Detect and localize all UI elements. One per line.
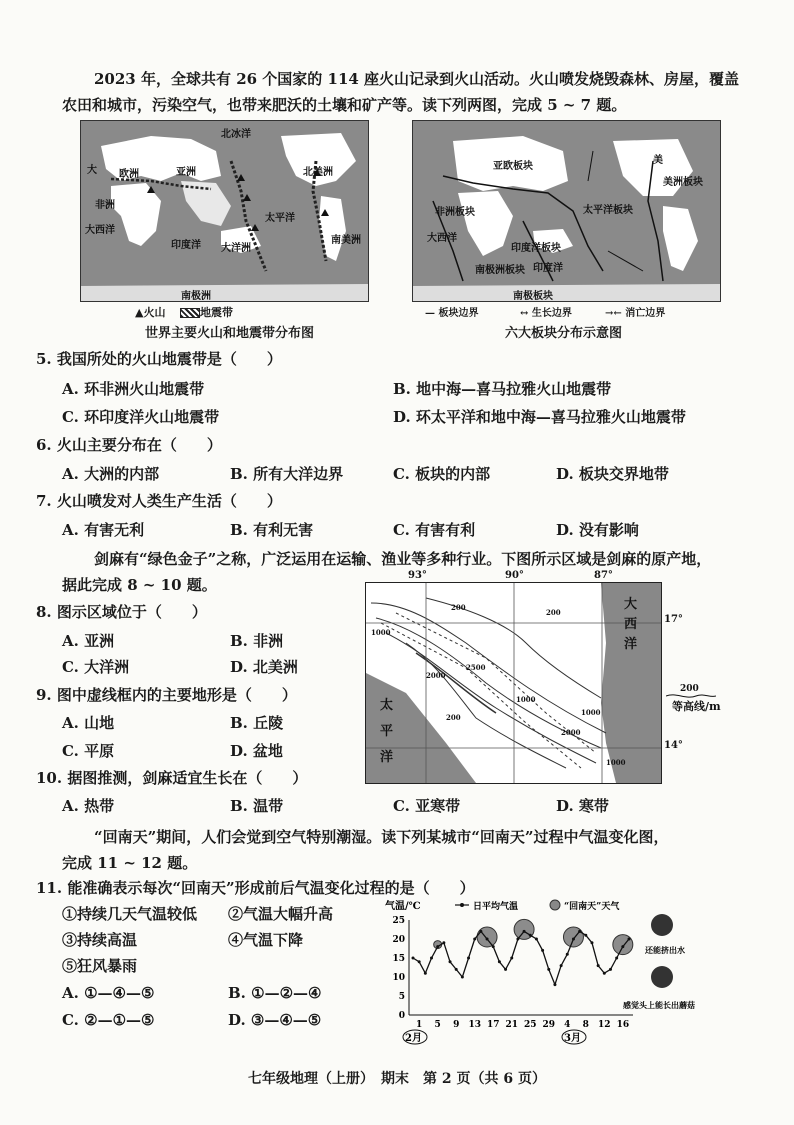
map2-legend-boundary: — 板块边界	[425, 308, 479, 319]
x-tick-label: 17	[486, 1020, 500, 1030]
q11-item-2: ②气温大幅升高	[228, 905, 334, 923]
temperature-point	[473, 938, 476, 941]
y-tick-label: 15	[392, 954, 405, 964]
map1-label: 大	[87, 165, 97, 176]
chart-ylabel: 气温/℃	[385, 901, 421, 912]
map1-legend-quake-text: 地震带	[200, 306, 233, 319]
map2-label: 美洲板块	[663, 177, 703, 188]
q9-option-d[interactable]: D. 盆地	[230, 742, 283, 760]
world-volcano-map-svg	[81, 121, 368, 301]
map3-legend-value: 200	[680, 684, 699, 694]
month-label-mar: 3月	[564, 1033, 581, 1044]
map1-label: 南美洲	[331, 235, 361, 246]
x-tick-label: 29	[542, 1020, 556, 1030]
q6-option-a[interactable]: A. 大洲的内部	[62, 465, 160, 483]
page-footer: 七年级地理（上册） 期末 第 2 页（共 6 页）	[248, 1071, 546, 1087]
q8-option-d[interactable]: D. 北美洲	[230, 658, 298, 676]
temperature-point	[412, 957, 415, 960]
contour-label: 200	[451, 603, 466, 612]
question-8: 8. 图示区域位于（ ）	[36, 603, 207, 621]
map1-label: 大西洋	[85, 225, 115, 236]
q9-option-c[interactable]: C. 平原	[62, 742, 115, 760]
annotation-1: 还能挤出水	[645, 945, 685, 955]
q11-item-5: ⑤狂风暴雨	[62, 957, 138, 975]
q6-option-c[interactable]: C. 板块的内部	[393, 465, 491, 483]
lat-17: 17°	[664, 614, 683, 625]
q8-option-c[interactable]: C. 大洋洲	[62, 658, 130, 676]
contour-label: 1000	[516, 695, 536, 704]
q10-option-d[interactable]: D. 寒带	[556, 797, 609, 815]
lon-90: 90°	[505, 570, 524, 581]
lon-93: 93°	[408, 570, 427, 581]
world-volcano-map	[80, 120, 369, 302]
temperature-point	[603, 972, 606, 975]
x-tick-label: 16	[616, 1020, 630, 1030]
temperature-point	[578, 930, 581, 933]
temperature-point	[455, 968, 458, 971]
map1-label: 南极洲	[181, 291, 211, 302]
map2-label: 印度洋	[533, 263, 563, 274]
map1-label: 北冰洋	[221, 129, 251, 140]
temperature-point	[535, 938, 538, 941]
temperature-point	[479, 930, 482, 933]
temperature-point	[553, 983, 556, 986]
intro-paragraph-1: 2023 年，全球共有 26 个国家的 114 座火山记录到火山活动。火山喷发烧毁森林、房屋，覆盖农田和城市，污染空气，也带来肥沃的土壤和矿产等。读下列两图，完成 5 ~ 7 题。	[62, 70, 740, 114]
map1-label: 北美洲	[303, 167, 333, 178]
plates-map	[412, 120, 721, 302]
q10-option-c[interactable]: C. 亚寒带	[393, 797, 461, 815]
contour-label: 200	[546, 608, 561, 617]
q10-option-a[interactable]: A. 热带	[62, 797, 115, 815]
temperature-point	[541, 949, 544, 952]
map1-caption: 世界主要火山和地震带分布图	[145, 326, 315, 341]
temperature-point	[430, 957, 433, 960]
q11-item-1: ①持续几天气温较低	[62, 905, 198, 923]
y-tick-label: 20	[392, 935, 405, 945]
contour-label: 2000	[561, 728, 581, 737]
q5-option-c[interactable]: C. 环印度洋火山地震带	[62, 408, 220, 426]
temperature-point	[504, 968, 507, 971]
contour-label: 2500	[466, 663, 486, 672]
temperature-point	[486, 938, 489, 941]
q8-option-b[interactable]: B. 非洲	[230, 632, 284, 650]
temperature-point	[523, 930, 526, 933]
intro-paragraph-3-end: 完成 11 ~ 12 题。	[62, 854, 198, 872]
question-9: 9. 图中虚线框内的主要地形是（ ）	[36, 686, 297, 704]
y-tick-label: 5	[398, 992, 405, 1002]
temperature-point	[492, 945, 495, 948]
y-tick-label: 0	[398, 1011, 405, 1021]
temperature-point	[498, 960, 501, 963]
temperature-point	[560, 964, 563, 967]
y-tick-label: 25	[392, 916, 405, 926]
contour-label: 1000	[581, 708, 601, 717]
temperature-point	[467, 957, 470, 960]
temperature-point	[566, 953, 569, 956]
q11-item-4: ④气温下降	[228, 931, 304, 949]
q11-item-3: ③持续高温	[62, 931, 138, 949]
contour-label: 1000	[371, 628, 391, 637]
intro-paragraph-3: “回南天”期间，人们会觉到空气特别潮湿。读下列某城市“回南天”过程中气温变化图，	[94, 828, 669, 846]
lat-14: 14°	[664, 740, 683, 751]
x-tick-label: 12	[598, 1020, 611, 1030]
map1-label: 大洋洲	[221, 243, 251, 254]
map1-label: 亚洲	[176, 167, 196, 178]
map2-legend-grow: ↔ 生长边界	[520, 308, 572, 319]
map2-label: 非洲板块	[435, 207, 475, 218]
temperature-point	[424, 972, 427, 975]
map1-label: 欧洲	[119, 169, 139, 180]
temperature-point	[597, 964, 600, 967]
atlantic-label: 大 西 洋	[624, 597, 638, 652]
temperature-point	[442, 941, 445, 944]
map2-label: 美	[653, 155, 663, 166]
q11-option-d[interactable]: D. ③—④—⑤	[228, 1011, 322, 1029]
temperature-point	[609, 968, 612, 971]
question-7: 7. 火山喷发对人类生产生活（ ）	[36, 492, 282, 510]
question-10: 10. 据图推测，剑麻适宜生长在（ ）	[36, 769, 308, 787]
q6-option-d[interactable]: D. 板块交界地带	[556, 465, 669, 483]
temperature-point	[436, 945, 439, 948]
x-tick-label: 9	[453, 1020, 460, 1030]
q5-option-b[interactable]: B. 地中海—喜马拉雅火山地震带	[393, 380, 612, 398]
sisal-origin-map-svg	[366, 583, 661, 783]
temperature-point	[449, 960, 452, 963]
chart-legend-humid: “回南天”天气	[564, 902, 620, 912]
question-11: 11. 能准确表示每次“回南天”形成前后气温变化过程的是（ ）	[36, 879, 475, 897]
contour-label: 2000	[426, 671, 446, 680]
temperature-point	[584, 934, 587, 937]
q5-option-d[interactable]: D. 环太平洋和地中海—喜马拉雅火山地震带	[393, 408, 686, 426]
x-tick-label: 13	[468, 1020, 481, 1030]
map2-legend-die: →← 消亡边界	[605, 308, 666, 319]
chart-legend-temp: 日平均气温	[473, 902, 519, 912]
temperature-point	[615, 957, 618, 960]
q7-option-c[interactable]: C. 有害有利	[393, 521, 476, 539]
map1-legend-volcano: ▲火山	[135, 306, 166, 319]
q6-option-b[interactable]: B. 所有大洋边界	[230, 465, 344, 483]
question-5: 5. 我国所处的火山地震带是（ ）	[36, 350, 282, 368]
map1-legend-quake	[180, 304, 233, 320]
x-tick-label: 1	[416, 1020, 423, 1030]
mushroom-face-icon-2	[651, 966, 673, 988]
month-label-feb: 2月	[405, 1033, 422, 1044]
contour-label: 1000	[606, 758, 626, 767]
mushroom-face-icon-1	[651, 914, 673, 936]
x-tick-label: 8	[582, 1020, 589, 1030]
sisal-origin-map	[365, 582, 662, 784]
q11-option-b[interactable]: B. ①—②—④	[228, 984, 322, 1002]
map2-label: 大西洋	[427, 233, 457, 244]
humid-day-marker	[563, 927, 583, 947]
q11-option-c[interactable]: C. ②—①—⑤	[62, 1011, 155, 1029]
map1-label: 太平洋	[265, 213, 295, 224]
pacific-label: 太 平 洋	[380, 698, 394, 765]
map2-label: 太平洋板块	[583, 205, 633, 216]
q8-option-a[interactable]: A. 亚洲	[62, 632, 115, 650]
x-tick-label: 25	[523, 1020, 537, 1030]
map1-label: 印度洋	[171, 240, 201, 251]
temperature-point	[510, 957, 513, 960]
temperature-point	[590, 941, 593, 944]
temperature-point	[547, 968, 550, 971]
intro-paragraph-2: 剑麻有“绿色金子”之称，广泛运用在运输、渔业等多种行业。下图所示区域是剑麻的原产地，	[94, 550, 712, 568]
humid-day-marker	[613, 935, 633, 955]
annotation-2: 感觉头上能长出蘑菇	[623, 1000, 695, 1010]
question-6: 6. 火山主要分布在（ ）	[36, 436, 222, 454]
temperature-point	[628, 938, 631, 941]
temperature-chart	[383, 895, 695, 1055]
contour-label: 200	[446, 713, 461, 722]
map3-legend-text: 等高线/m	[672, 700, 721, 713]
temperature-point	[529, 934, 532, 937]
temperature-point	[621, 945, 624, 948]
x-tick-label: 5	[434, 1020, 441, 1030]
map2-label: 南极板块	[513, 291, 553, 302]
map1-label: 非洲	[95, 200, 115, 211]
q10-option-b[interactable]: B. 温带	[230, 797, 284, 815]
map2-caption: 六大板块分布示意图	[505, 326, 623, 341]
temperature-point	[461, 976, 464, 979]
q11-option-a[interactable]: A. ①—④—⑤	[62, 984, 155, 1002]
q7-option-b[interactable]: B. 有利无害	[230, 521, 314, 539]
q9-option-b[interactable]: B. 丘陵	[230, 714, 284, 732]
lon-87: 87°	[594, 570, 613, 581]
temperature-point	[572, 938, 575, 941]
temperature-point	[516, 938, 519, 941]
q5-option-a[interactable]: A. 环非洲火山地震带	[62, 380, 205, 398]
map2-label: 亚欧板块	[493, 161, 533, 172]
intro-paragraph-2-end: 据此完成 8 ~ 10 题。	[62, 576, 217, 594]
humid-day-marker	[477, 927, 497, 947]
x-tick-label: 4	[564, 1020, 571, 1030]
y-tick-label: 10	[392, 973, 405, 983]
x-tick-label: 21	[505, 1020, 519, 1030]
q9-option-a[interactable]: A. 山地	[62, 714, 115, 732]
temperature-point	[418, 960, 421, 963]
map2-label: 印度洋板块	[511, 243, 561, 254]
q7-option-d[interactable]: D. 没有影响	[556, 521, 639, 539]
q7-option-a[interactable]: A. 有害无利	[62, 521, 145, 539]
map2-label: 南极洲板块	[475, 265, 525, 276]
